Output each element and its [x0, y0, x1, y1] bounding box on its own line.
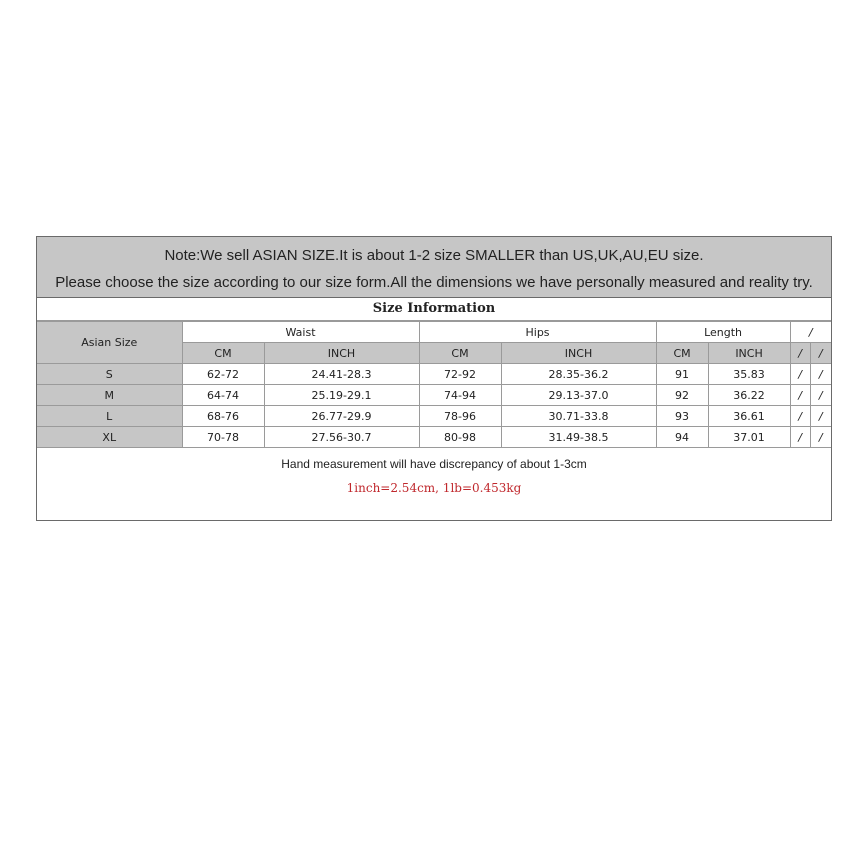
- unit-cell: INCH: [264, 343, 419, 364]
- length-cm-cell: 93: [656, 406, 708, 427]
- notice-line-1: Note:We sell ASIAN SIZE.It is about 1-2 size SMALLER than US,UK,AU,EU size.: [164, 247, 704, 264]
- extra-cell: /: [790, 406, 810, 427]
- asian-size-header: Asian Size: [37, 322, 182, 364]
- length-inch-cell: 36.22: [708, 385, 790, 406]
- table-row: [37, 406, 831, 427]
- unit-conversion-note: 1inch=2.54cm, 1lb=0.453kg: [346, 481, 522, 495]
- size-label: S: [37, 364, 182, 385]
- table-row: [37, 385, 831, 406]
- hips-cm-cell: 80-98: [419, 427, 501, 448]
- table-row: [37, 427, 831, 448]
- unit-cell: CM: [182, 343, 264, 364]
- extra-cell: /: [810, 406, 831, 427]
- length-inch-cell: 36.61: [708, 406, 790, 427]
- length-cm-cell: 92: [656, 385, 708, 406]
- group-header-row: [37, 322, 831, 343]
- size-table: [37, 321, 831, 448]
- notice-line-2: Please choose the size according to our size form.All the dimensions we have personally measured and reality try.: [55, 274, 813, 291]
- hips-cm-cell: 78-96: [419, 406, 501, 427]
- waist-inch-cell: 25.19-29.1: [264, 385, 419, 406]
- hips-cm-cell: 74-94: [419, 385, 501, 406]
- size-label: L: [37, 406, 182, 427]
- hips-inch-cell: 29.13-37.0: [501, 385, 656, 406]
- size-label: M: [37, 385, 182, 406]
- length-inch-cell: 37.01: [708, 427, 790, 448]
- waist-cm-cell: 64-74: [182, 385, 264, 406]
- waist-cm-cell: 62-72: [182, 364, 264, 385]
- size-footer: [37, 448, 831, 496]
- hips-header: Hips: [419, 322, 656, 343]
- unit-cell: CM: [656, 343, 708, 364]
- hips-inch-cell: 31.49-38.5: [501, 427, 656, 448]
- waist-inch-cell: 24.41-28.3: [264, 364, 419, 385]
- size-notice: [37, 237, 831, 298]
- discrepancy-note: Hand measurement will have discrepancy of about 1-3cm: [281, 457, 587, 471]
- extra-cell: /: [810, 427, 831, 448]
- unit-cell: /: [790, 343, 810, 364]
- extra-cell: /: [790, 364, 810, 385]
- hips-inch-cell: 28.35-36.2: [501, 364, 656, 385]
- table-row: [37, 364, 831, 385]
- waist-inch-cell: 26.77-29.9: [264, 406, 419, 427]
- waist-header: Waist: [182, 322, 419, 343]
- length-cm-cell: 91: [656, 364, 708, 385]
- length-inch-cell: 35.83: [708, 364, 790, 385]
- length-header: Length: [656, 322, 790, 343]
- extra-cell: /: [810, 385, 831, 406]
- waist-inch-cell: 27.56-30.7: [264, 427, 419, 448]
- unit-cell: INCH: [501, 343, 656, 364]
- extra-cell: /: [790, 427, 810, 448]
- length-cm-cell: 94: [656, 427, 708, 448]
- size-chart: [36, 236, 832, 521]
- waist-cm-cell: 70-78: [182, 427, 264, 448]
- waist-cm-cell: 68-76: [182, 406, 264, 427]
- table-title: Size Information: [37, 298, 831, 321]
- extra-header: /: [790, 322, 831, 343]
- hips-cm-cell: 72-92: [419, 364, 501, 385]
- unit-cell: INCH: [708, 343, 790, 364]
- extra-cell: /: [810, 364, 831, 385]
- extra-cell: /: [790, 385, 810, 406]
- unit-cell: /: [810, 343, 831, 364]
- size-label: XL: [37, 427, 182, 448]
- unit-cell: CM: [419, 343, 501, 364]
- hips-inch-cell: 30.71-33.8: [501, 406, 656, 427]
